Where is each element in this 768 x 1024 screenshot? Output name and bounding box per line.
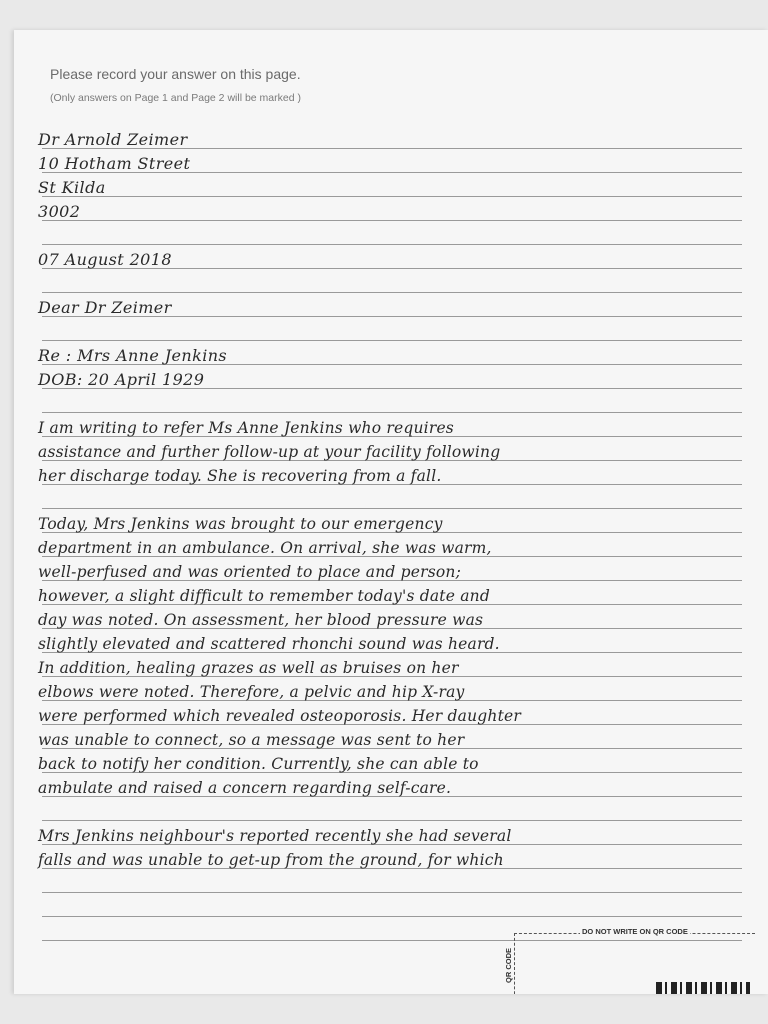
recipient-suburb: St Kilda [38, 178, 106, 197]
letter-salutation: Dear Dr Zeimer [38, 298, 172, 317]
answer-page [14, 30, 768, 994]
re-line: Re : Mrs Anne Jenkins [38, 346, 228, 365]
paragraph-line: I am writing to refer Ms Anne Jenkins who requires [38, 419, 454, 437]
qr-warning-label: DO NOT WRITE ON QR CODE [582, 927, 688, 936]
page-marking-note: (Only answers on Page 1 and Page 2 will be marked ) [50, 92, 301, 104]
ruled-line [42, 220, 742, 221]
ruled-line [42, 508, 742, 509]
dob-line: DOB: 20 April 1929 [38, 370, 205, 389]
paragraph-line: were performed which revealed osteoporosis. Her daughter [38, 707, 522, 725]
ruled-line [42, 892, 742, 893]
paragraph-line: assistance and further follow-up at your facility following [38, 443, 501, 461]
letter-date: 07 August 2018 [38, 250, 172, 269]
paragraph-line: falls and was unable to get-up from the ground, for which [38, 851, 504, 869]
paragraph-line: elbows were noted. Therefore, a pelvic and hip X-ray [38, 683, 465, 701]
paragraph-line: however, a slight difficult to remember today's date and [38, 587, 490, 605]
recipient-street: 10 Hotham Street [38, 154, 191, 173]
paragraph-line: ambulate and raised a concern regarding self-care. [38, 779, 452, 797]
paragraph-line: her discharge today. She is recovering from a fall. [38, 467, 442, 485]
page-instruction: Please record your answer on this page. [50, 66, 301, 82]
qr-side-label: QR CODE [504, 947, 513, 983]
paragraph-line: department in an ambulance. On arrival, she was warm, [38, 539, 492, 557]
paragraph-line: Today, Mrs Jenkins was brought to our emergency [38, 515, 443, 533]
paragraph-line: Mrs Jenkins neighbour's reported recently she had several [38, 827, 512, 845]
paragraph-line: back to notify her condition. Currently, she can able to [38, 755, 479, 773]
paragraph-line: well-perfused and was oriented to place and person; [38, 563, 462, 581]
ruled-line [42, 292, 742, 293]
paragraph-line: slightly elevated and scattered rhonchi sound was heard. [38, 635, 500, 653]
paragraph-line: day was noted. On assessment, her blood pressure was [38, 611, 484, 629]
paragraph-line: was unable to connect, so a message was sent to her [38, 731, 465, 749]
ruled-line [42, 412, 742, 413]
recipient-name: Dr Arnold Zeimer [38, 130, 188, 149]
ruled-line [42, 196, 742, 197]
recipient-postcode: 3002 [38, 202, 81, 221]
qr-code-partial [656, 982, 750, 994]
ruled-line [42, 916, 742, 917]
paragraph-line: In addition, healing grazes as well as bruises on her [38, 659, 459, 677]
ruled-line [42, 340, 742, 341]
ruled-line [42, 244, 742, 245]
ruled-line [42, 820, 742, 821]
